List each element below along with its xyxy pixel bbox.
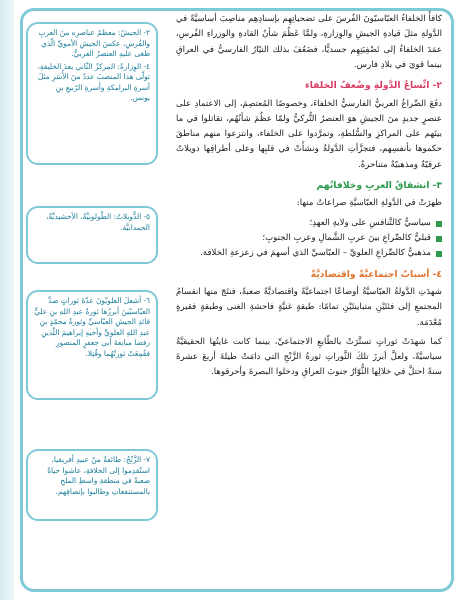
note-army-ministry xyxy=(26,22,158,165)
note-zanj xyxy=(26,449,158,521)
list-item-text: سياسيٌّ كالتَّنافسِ على ولايةِ العهدِ؛ xyxy=(309,217,431,228)
note-alawite-text: ٦- أشعلَ العلويّونَ عدّةَ ثوراتٍ ضدَّ العبّاسيّينَ أبرزُها ثورةُ عبدِ اللهِ بنِ عليٍّ قائدِ الجيشِ العبّاسيِّ وثورةُ محمّدٍ بنِ عبدِ اللهِ العلويِّ وأخيهِ إبراهيمَ اللّذينِ رفضا مبايعةَ أبي جعفرٍ المنصورِ فقُمِعَتْ ثورتُهُما وقُتِلا. xyxy=(34,296,150,358)
list-item-text: قبليٌّ كالصِّراعِ بينَ عربِ الشَّمالِ وعربِ الجنوبِ؛ xyxy=(262,233,431,244)
section-body-expansion: دفَعَ الصِّراعُ العربيُّ الفارسيُّ الخلفاءَ، وخصوصًا المُعتصِمَ، إلى الاعتمادِ على عنصرٍ جديدٍ منَ الجيشِ هوَ العنصرُ التُّركيُّ ولمّا عظُمَ شأنُهُم، تقاتلوا في ما بينَهم على المراكزِ والسُّلطةِ، وتمرَّدوا على الخلفاء، وانتزعوا منهم مناطقَ حكموها بأنفسِهم، فتجزَّأتِ الدَّولةُ ونشأَتْ في قلبِها وعلى أطرافِها دويلاتٌ عرقيّةٌ ومذهبيّةٌ متناحرةٌ. xyxy=(176,98,442,170)
intro-paragraph: كافأَ الخلفاءُ العبّاسيّونَ الفُرسَ على تضحياتِهِم بإسنادِهِم مناصِبَ أساسيَّةً في الدَّولةِ مثلَ قيادةِ الجيشِ والوِزارةِ، ولمَّا عَظُمَ شأنُ القادةِ والوزراءِ الفُرسِ، عمَدَ الخلفاءُ إلى تَصْفِيَتِهِم جسديًّا، فضَعُفَ بذلك التيّارُ الفارسيُّ في العراقِ بينما قويَ في بلادِ فارس. xyxy=(176,14,442,70)
list-item xyxy=(176,231,442,246)
main-text xyxy=(176,12,442,385)
bullet-square-icon xyxy=(436,221,442,227)
section-body-social-1: شهدَتِ الدَّولةُ العبّاسيَّةُ أوضاعًا اجتماعيَّةً واقتصاديَّةً صعبةً، فنتَجَ منها انقسامُ المجتمعِ إلى فئتَيْنِ متباينتَيْنِ تمامًا: طبقةٍ غنيَّةٍ فاحشةِ الغنى وطبقةٍ فقيرةٍ مُعْدَمَة. xyxy=(176,286,442,328)
note-army: ٢- الجيشُ: معظمُ عناصرِه منَ العربِ والفُرسِ، عكسَ الجيشِ الأمويِّ الّذي طغى عليهِ العنصرُ العربيُّ. xyxy=(38,28,150,59)
bullet-square-icon xyxy=(436,236,442,242)
section-title-social-economic: ٤- أسبابٌ اجتماعيَّةٌ واقتصاديَّةٌ xyxy=(310,268,442,280)
section-body-social-2: كما شهدَتْ ثوراتٍ تستَّرَتْ بالطّابعِ الاجتماعيِّ، بينما كانت غايتُها الحقيقيَّةُ سياسيَّةً، ولعلَّ أبرزَ تلكَ الثَّوراتِ ثورةُ الزَّنْجِ التي دامَتْ طيلةَ أربعَ عشرةَ سنةً احتلَّ في خلالِها الثُّوّارُ جنوبَ العراقِ ودخلوا البصرةَ وأحرقوها. xyxy=(176,336,442,378)
note-ministry: ٤- الوِزارةُ: المركزُ الثّاني بعدَ الخليفةِ، تولّى هذا المنصبَ عددٌ منَ الأُسَرِ مثلَ أسرةِ البرامكةِ وأسرةِ الرّبيعِ بنِ يونس. xyxy=(37,61,150,103)
note-statelets-text: ٥- الدُّويلاتُ: الطّولونيَّةُ، الأخشيديَّةُ، الحمدانيَّة. xyxy=(45,212,150,232)
list-item xyxy=(176,216,442,231)
list-item xyxy=(176,246,442,261)
note-zanj-text: ٧- الزَّنْجُ: طائفةٌ منْ عبيدِ أفريقيا، استُقدِموا إلى الخلافةِ، عاشوا حياةً صعبةً في منطقةِ واسطِ الملحِ بالمستنقعاتِ وطالبوا بإنصافِهم. xyxy=(47,455,150,496)
note-statelets xyxy=(26,206,158,264)
conflict-list xyxy=(176,216,442,262)
list-item-text: مذهبيٌّ كالصِّراعِ العلويِّ – العبّاسيِّ الذي أسهمَ في زعزعةِ الخلافة. xyxy=(200,248,431,259)
page-spine xyxy=(0,0,14,600)
bullet-square-icon xyxy=(436,251,442,257)
section-lead-division: ظهرَتْ في الدَّولةِ العبّاسيَّةِ صراعاتٌ منها: xyxy=(296,198,442,209)
section-title-division: ٣- انشقاقُ العربِ وخلافاتُهم xyxy=(316,180,442,192)
note-alawite-revolts xyxy=(26,290,158,400)
section-title-expansion: ٢- اتِّساعُ الدَّولةِ وضُعفُ الخلفاء xyxy=(305,80,442,92)
